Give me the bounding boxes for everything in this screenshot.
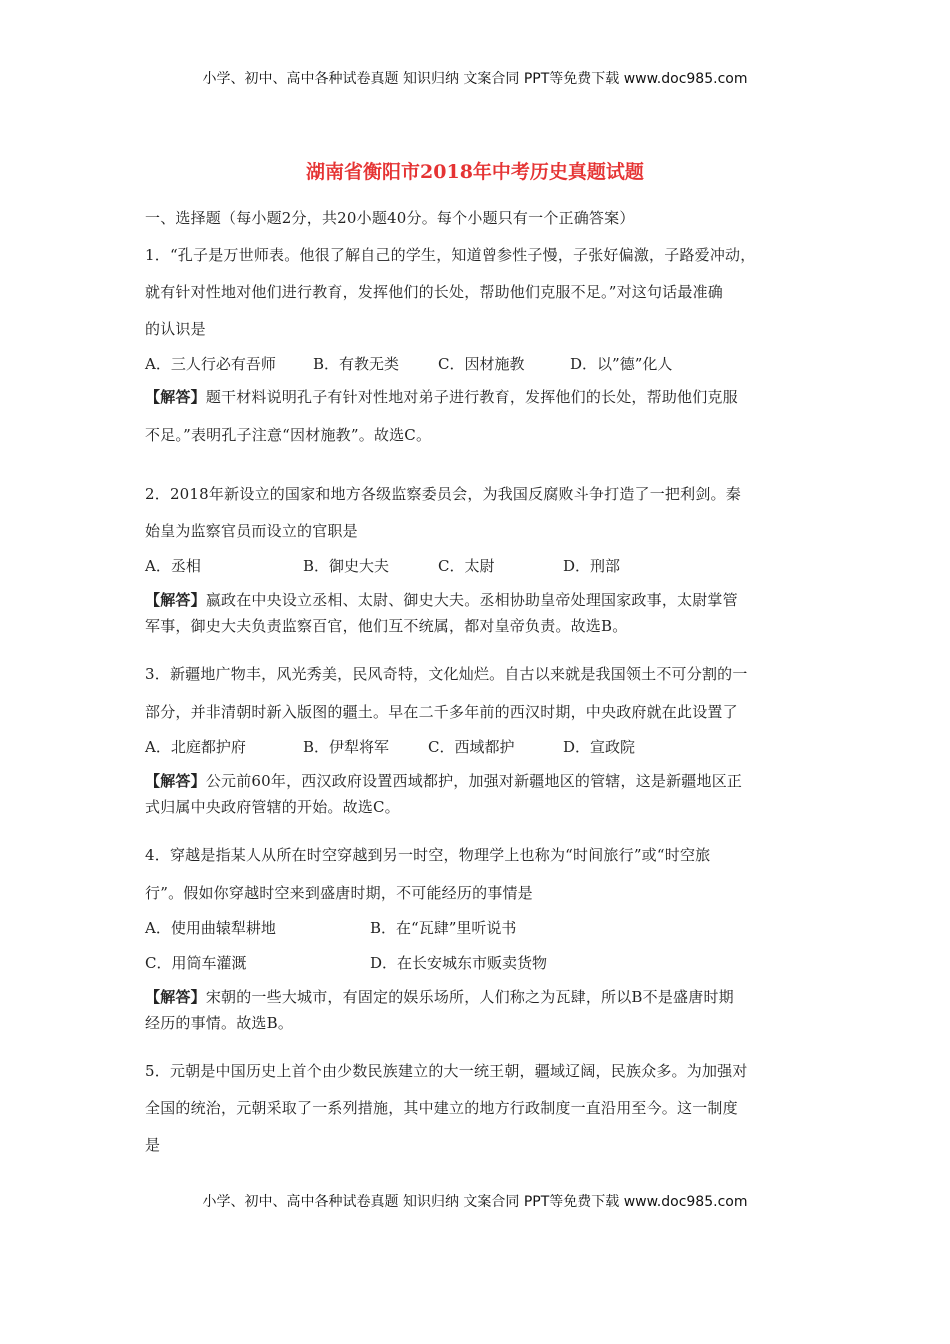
question-1-line-3: 的认识是 [145, 320, 206, 338]
question-3-answer-line-1 [145, 771, 742, 791]
question-3-option-d: D．宣政院 [563, 738, 636, 756]
question-1-line-2: 就有针对性地对他们进行教育，发挥他们的长处，帮助他们克服不足。”对这句话最准确 [145, 283, 723, 301]
answer-tag: 【解答】 [145, 591, 206, 609]
question-3-option-b: B．伊犁将军 [303, 738, 390, 756]
question-4-line-2: 行”。假如你穿越时空来到盛唐时期，不可能经历的事情是 [145, 884, 533, 902]
question-2-option-d: D．刑部 [563, 557, 621, 575]
question-3-option-a: A．北庭都护府 [145, 738, 246, 756]
answer-text: 公元前60年，西汉政府设置西域都护，加强对新疆地区的管辖，这是新疆地区正 [205, 772, 743, 790]
question-1-option-d: D．以”德”化人 [570, 355, 673, 373]
question-1-answer-line-2: 不足。”表明孔子注意“因材施教”。故选C。 [145, 426, 432, 444]
question-4-option-a: A．使用曲辕犁耕地 [145, 919, 276, 937]
question-4-option-d: D．在长安城东市贩卖货物 [370, 954, 548, 972]
question-2-option-c: C．太尉 [438, 557, 495, 575]
question-3-line-2: 部分，并非清朝时新入版图的疆土。早在二千多年前的西汉时期，中央政府就在此设置了 [145, 703, 738, 721]
question-1-option-b: B．有教无类 [313, 355, 400, 373]
question-5-line-3: 是 [145, 1136, 161, 1154]
question-1-option-c: C．因材施教 [438, 355, 525, 373]
question-1-option-a: A．三人行必有吾师 [145, 355, 276, 373]
question-3-answer-line-2: 式归属中央政府管辖的开始。故选C。 [145, 798, 400, 816]
question-4-option-c: C．用筒车灌溉 [145, 954, 247, 972]
question-4-option-b: B．在“瓦肆”里听说书 [370, 919, 517, 937]
page-header: 小学、初中、高中各种试卷真题 知识归纳 文案合同 PPT等免费下载 www.doc985.com [202, 71, 748, 87]
question-4-answer-line-1 [145, 987, 734, 1007]
page-title: 湖南省衡阳市2018年中考历史真题试题 [306, 161, 644, 183]
question-2-answer-line-2: 军事，御史大夫负责监察百官，他们互不统属，都对皇帝负责。故选B。 [145, 617, 628, 635]
answer-tag: 【解答】 [145, 388, 206, 406]
question-3-option-c: C．西域都护 [428, 738, 515, 756]
question-2-answer-line-1 [145, 590, 738, 610]
question-1-answer-line-1 [145, 387, 738, 407]
question-4-line-1: 4．穿越是指某人从所在时空穿越到另一时空，物理学上也称为“时间旅行”或“时空旅 [145, 846, 711, 864]
answer-text: 宋朝的一些大城市，有固定的娱乐场所，人们称之为瓦肆，所以B不是盛唐时期 [205, 988, 734, 1006]
question-2-line-2: 始皇为监察官员而设立的官职是 [145, 522, 358, 540]
answer-tag: 【解答】 [145, 772, 206, 790]
question-1-line-1: 1．“孔子是万世师表。他很了解自己的学生，知道曾参性子慢，子张好偏激，子路爱冲动， [145, 246, 756, 264]
answer-text: 题干材料说明孔子有针对性地对弟子进行教育，发挥他们的长处，帮助他们克服 [205, 388, 738, 406]
question-5-line-1: 5．元朝是中国历史上首个由少数民族建立的大一统王朝，疆域辽阔，民族众多。为加强对 [145, 1062, 748, 1080]
section-heading: 一、选择题（每小题2分，共20小题40分。每个小题只有一个正确答案） [145, 209, 635, 227]
question-2-option-b: B．御史大夫 [303, 557, 390, 575]
answer-text: 嬴政在中央设立丞相、太尉、御史大夫。丞相协助皇帝处理国家政事，太尉掌管 [205, 591, 738, 609]
question-4-answer-line-2: 经历的事情。故选B。 [145, 1014, 294, 1032]
question-3-line-1: 3．新疆地广物丰，风光秀美，民风奇特，文化灿烂。自古以来就是我国领土不可分割的一 [145, 665, 748, 683]
answer-tag: 【解答】 [145, 988, 206, 1006]
page-footer: 小学、初中、高中各种试卷真题 知识归纳 文案合同 PPT等免费下载 www.doc985.com [202, 1194, 748, 1210]
question-2-option-a: A．丞相 [145, 557, 201, 575]
question-2-line-1: 2．2018年新设立的国家和地方各级监察委员会，为我国反腐败斗争打造了一把利剑。秦 [145, 485, 741, 503]
question-5-line-2: 全国的统治，元朝采取了一系列措施，其中建立的地方行政制度一直沿用至今。这一制度 [145, 1099, 738, 1117]
